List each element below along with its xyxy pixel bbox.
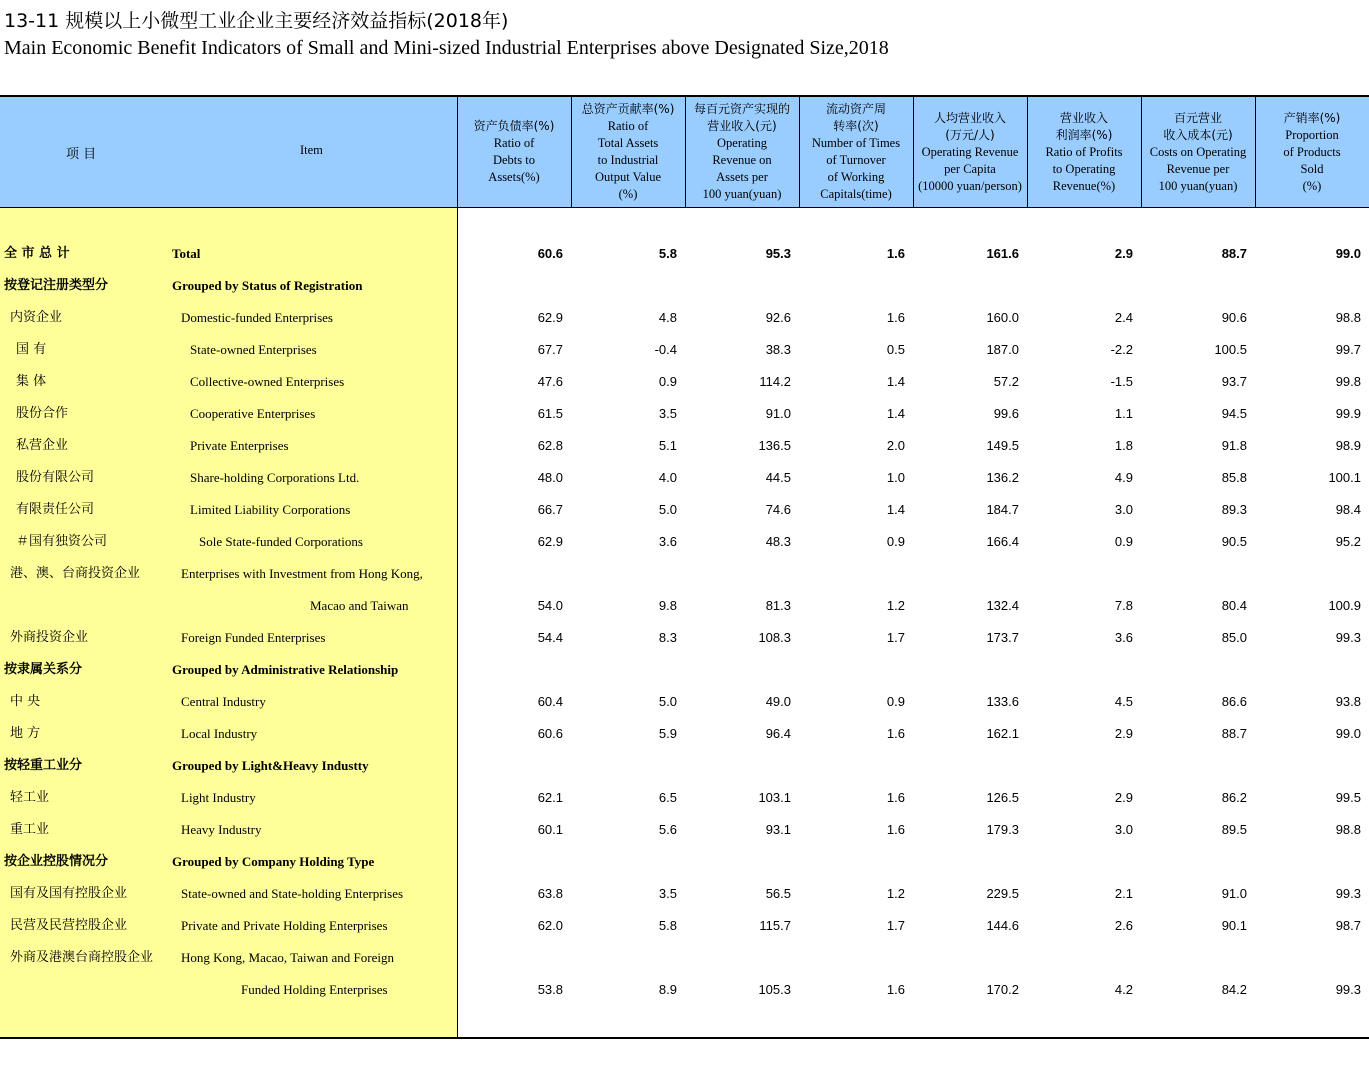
cell-value: 38.3 [765, 342, 791, 357]
table-row [0, 590, 1369, 622]
cell-value: 144.6 [986, 918, 1019, 933]
column-divider [685, 97, 686, 207]
header-item-en: Item [300, 143, 323, 157]
table-row [0, 974, 1369, 1006]
cell-value: 5.0 [658, 694, 677, 709]
cell-value: 1.6 [886, 246, 905, 261]
cell-value: 48.0 [537, 470, 563, 485]
row-label-cn: 按登记注册类型分 [4, 278, 109, 293]
cell-value: 91.0 [1221, 886, 1247, 901]
table-row [0, 494, 1369, 526]
row-label-en: Macao and Taiwan [310, 598, 409, 613]
row-label-cn: 国 有 [16, 342, 47, 357]
column-header [685, 97, 799, 207]
cell-value: 49.0 [765, 694, 791, 709]
cell-value: 1.2 [886, 886, 905, 901]
cell-value: 3.0 [1114, 822, 1133, 837]
column-header-en: Sold [1300, 161, 1324, 176]
column-header-cn: (万元/人) [945, 127, 995, 142]
cell-value: 1.6 [886, 790, 905, 805]
cell-value: -1.5 [1110, 374, 1133, 389]
header-rule [0, 207, 1369, 208]
cell-value: 1.4 [886, 502, 905, 517]
cell-value: 47.6 [537, 374, 563, 389]
cell-value: 89.5 [1221, 822, 1247, 837]
row-label-cn: ＃国有独资公司 [16, 534, 108, 549]
cell-value: 5.0 [658, 502, 677, 517]
row-label-en: Hong Kong, Macao, Taiwan and Foreign [181, 950, 394, 965]
column-header-en: Number of Times [811, 136, 901, 150]
column-header [913, 97, 1027, 207]
table-row [0, 398, 1369, 430]
column-divider [1141, 97, 1142, 207]
cell-value: 98.4 [1335, 502, 1361, 517]
cell-value: 81.3 [765, 598, 791, 613]
cell-value: 1.8 [1114, 438, 1133, 453]
cell-value: 3.5 [658, 886, 677, 901]
cell-value: 54.0 [537, 598, 563, 613]
cell-value: 1.1 [1114, 406, 1133, 421]
row-label-en: Grouped by Administrative Relationship [172, 662, 399, 677]
column-header-en: of Products [1283, 144, 1341, 159]
cell-value: 100.9 [1328, 598, 1361, 613]
cell-value: 99.9 [1335, 406, 1361, 421]
cell-value: 0.5 [886, 342, 905, 357]
cell-value: 56.5 [765, 886, 791, 901]
cell-value: 5.8 [658, 918, 677, 933]
cell-value: 1.0 [886, 470, 905, 485]
row-label-cn: 按轻重工业分 [4, 758, 83, 773]
column-header [571, 97, 685, 207]
row-label-cn: 私营企业 [16, 438, 69, 453]
row-label-en: Grouped by Light&Heavy Industty [172, 758, 369, 773]
row-label-cn: 外商投资企业 [10, 630, 89, 645]
table-row [0, 878, 1369, 910]
cell-value: 1.6 [886, 310, 905, 325]
cell-value: 67.7 [537, 342, 563, 357]
row-label-en: Limited Liability Corporations [190, 502, 351, 517]
table-row [0, 334, 1369, 366]
cell-value: 92.6 [765, 310, 791, 325]
column-header-en: Total Assets [597, 136, 659, 150]
table-row [0, 430, 1369, 462]
row-label-en: Central Industry [181, 694, 266, 709]
cell-value: 84.2 [1221, 982, 1247, 997]
row-label-cn: 集 体 [16, 374, 47, 389]
cell-value: 90.1 [1221, 918, 1247, 933]
column-header-en: Revenue on [712, 153, 772, 167]
row-label-cn: 按隶属关系分 [4, 662, 83, 677]
cell-value: 0.9 [1114, 534, 1133, 549]
cell-value: 184.7 [986, 502, 1019, 517]
row-label-cn: 民营及民营控股企业 [10, 918, 128, 933]
cell-value: 99.7 [1335, 342, 1361, 357]
column-header-cn: 营业收入(元) [707, 119, 777, 133]
column-header-en: (%) [1302, 178, 1322, 193]
cell-value: 105.3 [758, 982, 791, 997]
row-label-en: Grouped by Company Holding Type [172, 854, 375, 869]
cell-value: 95.2 [1335, 534, 1361, 549]
column-header-en: Revenue per [1166, 161, 1230, 176]
cell-value: 160.0 [986, 310, 1019, 325]
column-header [799, 97, 913, 207]
column-header-cn: 人均营业收入 [933, 110, 1006, 125]
cell-value: 8.9 [658, 982, 677, 997]
cell-value: 0.9 [658, 374, 677, 389]
cell-value: 86.2 [1221, 790, 1247, 805]
header-item-cn: 项 目 [66, 147, 97, 162]
cell-value: 99.3 [1335, 886, 1361, 901]
cell-value: 4.0 [658, 470, 677, 485]
table-row [0, 366, 1369, 398]
cell-value: 60.6 [537, 246, 563, 261]
cell-value: 4.9 [1114, 470, 1133, 485]
cell-value: 8.3 [658, 630, 677, 645]
row-label-cn: 外商及港澳台商控股企业 [10, 950, 154, 965]
column-header-en: Output Value [594, 170, 662, 184]
row-label-en: Heavy Industry [181, 822, 262, 837]
column-header-en: Operating Revenue [921, 144, 1019, 159]
row-label-en: Grouped by Status of Registration [172, 278, 363, 293]
row-label-en: Cooperative Enterprises [190, 406, 316, 421]
row-label-cn: 有限责任公司 [16, 502, 95, 517]
cell-value: 99.3 [1335, 982, 1361, 997]
cell-value: 1.7 [886, 630, 905, 645]
row-label-en: State-owned Enterprises [190, 342, 317, 357]
cell-value: 1.6 [886, 982, 905, 997]
cell-value: 161.6 [986, 246, 1019, 261]
cell-value: 85.0 [1221, 630, 1247, 645]
cell-value: 90.5 [1221, 534, 1247, 549]
cell-value: 2.9 [1114, 790, 1133, 805]
cell-value: 57.2 [993, 374, 1019, 389]
cell-value: 2.0 [886, 438, 905, 453]
row-label-en: Private and Private Holding Enterprises [181, 918, 388, 933]
cell-value: 48.3 [765, 534, 791, 549]
row-label-en: Light Industry [181, 790, 256, 805]
column-header-en: Revenue(%) [1052, 178, 1116, 193]
table-row [0, 750, 1369, 782]
cell-value: 173.7 [986, 630, 1019, 645]
column-divider [571, 97, 572, 207]
row-label-cn: 股份有限公司 [16, 470, 95, 485]
column-header-en: to Industrial [597, 153, 659, 167]
table-row [0, 910, 1369, 942]
cell-value: 3.6 [658, 534, 677, 549]
table-row [0, 718, 1369, 750]
column-header-en: Proportion [1285, 127, 1339, 142]
column-header-en: Ratio of Profits [1045, 144, 1123, 159]
cell-value: 80.4 [1221, 598, 1247, 613]
cell-value: 1.2 [886, 598, 905, 613]
column-header-cn: 利润率(%) [1055, 127, 1113, 142]
cell-value: 44.5 [765, 470, 791, 485]
cell-value: -2.2 [1110, 342, 1133, 357]
column-header-cn: 营业收入 [1059, 110, 1108, 125]
table-row [0, 942, 1369, 974]
row-label-cn: 港、澳、台商投资企业 [10, 566, 141, 581]
cell-value: 62.9 [537, 310, 563, 325]
column-header-cn: 百元营业 [1173, 110, 1222, 125]
cell-value: 133.6 [986, 694, 1019, 709]
cell-value: 7.8 [1114, 598, 1133, 613]
cell-value: 2.1 [1114, 886, 1133, 901]
cell-value: 132.4 [986, 598, 1019, 613]
cell-value: 99.3 [1335, 630, 1361, 645]
table-row [0, 814, 1369, 846]
cell-value: 62.9 [537, 534, 563, 549]
cell-value: 93.1 [765, 822, 791, 837]
cell-value: 114.2 [759, 374, 791, 389]
table-row [0, 238, 1369, 270]
column-header-en: Capitals(time) [820, 187, 892, 201]
column-divider [799, 97, 800, 207]
row-label-cn: 内资企业 [10, 310, 63, 325]
cell-value: 1.4 [886, 374, 905, 389]
row-label-en: Total [172, 246, 201, 261]
cell-value: 229.5 [986, 886, 1019, 901]
column-header-en: Ratio of [493, 136, 535, 150]
cell-value: 89.3 [1221, 502, 1247, 517]
cell-value: 3.0 [1114, 502, 1133, 517]
cell-value: 136.2 [986, 470, 1019, 485]
column-header-en: of Working [827, 170, 885, 184]
column-header-en: 100 yuan(yuan) [702, 187, 782, 201]
column-header-cn: 资产负债率(%) [473, 119, 555, 133]
cell-value: 5.6 [658, 822, 677, 837]
cell-value: 2.4 [1114, 310, 1133, 325]
cell-value: 88.7 [1221, 726, 1247, 741]
cell-value: 3.5 [658, 406, 677, 421]
cell-value: 1.6 [886, 822, 905, 837]
row-label-en: Sole State-funded Corporations [199, 534, 363, 549]
column-header-cn: 收入成本(元) [1163, 127, 1233, 142]
table-row [0, 526, 1369, 558]
cell-value: 100.5 [1214, 342, 1247, 357]
column-header-cn: 每百元资产实现的 [693, 102, 790, 116]
cell-value: 126.5 [986, 790, 1019, 805]
cell-value: 166.4 [986, 534, 1019, 549]
cell-value: 62.8 [537, 438, 563, 453]
cell-value: 54.4 [537, 630, 563, 645]
cell-value: 98.9 [1335, 438, 1361, 453]
cell-value: 74.6 [765, 502, 791, 517]
cell-value: 86.6 [1221, 694, 1247, 709]
column-divider [1027, 97, 1028, 207]
cell-value: 93.8 [1335, 694, 1361, 709]
cell-value: 99.8 [1335, 374, 1361, 389]
cell-value: 1.6 [886, 726, 905, 741]
table-row [0, 654, 1369, 686]
cell-value: 61.5 [537, 406, 563, 421]
cell-value: 108.3 [758, 630, 791, 645]
cell-value: 88.7 [1221, 246, 1247, 261]
cell-value: 2.9 [1114, 246, 1133, 261]
column-divider [1255, 97, 1256, 207]
cell-value: 2.9 [1114, 726, 1133, 741]
cell-value: 162.1 [986, 726, 1019, 741]
row-label-en: Collective-owned Enterprises [190, 374, 345, 389]
cell-value: 5.1 [658, 438, 677, 453]
row-label-en: Share-holding Corporations Ltd. [190, 470, 360, 485]
row-label-cn: 地 方 [10, 726, 41, 741]
table-row [0, 302, 1369, 334]
cell-value: 60.1 [537, 822, 563, 837]
column-header [457, 97, 571, 207]
column-header-cn: 产销率(%) [1283, 110, 1341, 125]
cell-value: 2.6 [1114, 918, 1133, 933]
cell-value: 5.9 [658, 726, 677, 741]
table-title-en: Main Economic Benefit Indicators of Small and Mini-sized Industrial Enterprises above Designated Size,2018 [4, 37, 889, 59]
cell-value: 4.5 [1114, 694, 1133, 709]
cell-value: 95.3 [765, 246, 791, 261]
cell-value: 4.8 [658, 310, 677, 325]
column-header-en: Ratio of [607, 119, 649, 133]
column-header [1141, 97, 1255, 207]
column-header-en: (%) [618, 187, 638, 201]
row-label-cn: 全 市 总 计 [4, 246, 70, 261]
row-label-en: Funded Holding Enterprises [241, 982, 388, 997]
row-label-cn: 中 央 [10, 694, 41, 709]
table-row [0, 782, 1369, 814]
table-row [0, 686, 1369, 718]
cell-value: 99.6 [993, 406, 1019, 421]
cell-value: 100.1 [1328, 470, 1361, 485]
column-header-en: per Capita [944, 161, 996, 176]
column-header-cn: 流动资产周 [825, 102, 886, 116]
column-header-en: Debts to [492, 153, 535, 167]
column-divider [913, 97, 914, 207]
cell-value: 0.9 [886, 534, 905, 549]
cell-value: 4.2 [1114, 982, 1133, 997]
cell-value: 90.6 [1221, 310, 1247, 325]
row-label-cn: 股份合作 [16, 406, 69, 421]
cell-value: 94.5 [1221, 406, 1247, 421]
row-label-en: Foreign Funded Enterprises [181, 630, 326, 645]
cell-value: 99.5 [1335, 790, 1361, 805]
cell-value: 6.5 [658, 790, 677, 805]
cell-value: 136.5 [758, 438, 791, 453]
cell-value: 9.8 [658, 598, 677, 613]
cell-value: 63.8 [537, 886, 563, 901]
cell-value: 115.7 [759, 918, 791, 933]
cell-value: 187.0 [986, 342, 1019, 357]
cell-value: 98.7 [1335, 918, 1361, 933]
cell-value: 91.0 [765, 406, 791, 421]
cell-value: 170.2 [986, 982, 1019, 997]
table-row [0, 270, 1369, 302]
cell-value: 0.9 [886, 694, 905, 709]
cell-value: 149.5 [986, 438, 1019, 453]
cell-value: 179.3 [986, 822, 1019, 837]
cell-value: 62.1 [537, 790, 563, 805]
row-label-cn: 按企业控股情况分 [4, 854, 109, 869]
cell-value: 62.0 [537, 918, 563, 933]
column-header [1255, 97, 1369, 207]
row-label-en: Enterprises with Investment from Hong Kong, [181, 566, 423, 581]
cell-value: 66.7 [537, 502, 563, 517]
bottom-rule [0, 1037, 1369, 1039]
cell-value: 93.7 [1221, 374, 1247, 389]
cell-value: 99.0 [1335, 726, 1361, 741]
row-label-cn: 轻工业 [10, 790, 50, 805]
column-header-en: of Turnover [826, 153, 886, 167]
cell-value: 91.8 [1221, 438, 1247, 453]
cell-value: 98.8 [1335, 822, 1361, 837]
cell-value: 85.8 [1221, 470, 1247, 485]
column-header-en: to Operating [1052, 161, 1116, 176]
column-header-cn: 总资产贡献率(%) [581, 102, 675, 116]
cell-value: 96.4 [765, 726, 791, 741]
cell-value: 1.4 [886, 406, 905, 421]
row-label-en: State-owned and State-holding Enterprises [181, 886, 404, 901]
cell-value: -0.4 [654, 342, 677, 357]
cell-value: 60.4 [537, 694, 563, 709]
row-label-cn: 重工业 [10, 822, 50, 837]
cell-value: 98.8 [1335, 310, 1361, 325]
column-header-cn: 转率(次) [833, 119, 879, 133]
table-row [0, 462, 1369, 494]
table-title-cn: 13-11 规模以上小微型工业企业主要经济效益指标(2018年) [4, 10, 509, 32]
cell-value: 53.8 [537, 982, 563, 997]
cell-value: 103.1 [758, 790, 791, 805]
cell-value: 60.6 [537, 726, 563, 741]
cell-value: 5.8 [658, 246, 677, 261]
table-row [0, 846, 1369, 878]
cell-value: 3.6 [1114, 630, 1133, 645]
table-row [0, 558, 1369, 590]
column-header-en: Assets(%) [488, 170, 540, 184]
row-label-en: Local Industry [181, 726, 258, 741]
column-header-en: Assets per [716, 170, 768, 184]
column-header-en: Operating [717, 136, 767, 150]
cell-value: 1.7 [886, 918, 905, 933]
cell-value: 99.0 [1335, 246, 1361, 261]
row-label-en: Private Enterprises [190, 438, 289, 453]
table-row [0, 622, 1369, 654]
column-header-en: 100 yuan(yuan) [1158, 178, 1238, 193]
column-header [1027, 97, 1141, 207]
column-header-en: (10000 yuan/person) [918, 178, 1022, 193]
row-label-en: Domestic-funded Enterprises [181, 310, 333, 325]
row-label-cn: 国有及国有控股企业 [10, 886, 128, 901]
column-header-en: Costs on Operating [1149, 144, 1247, 159]
